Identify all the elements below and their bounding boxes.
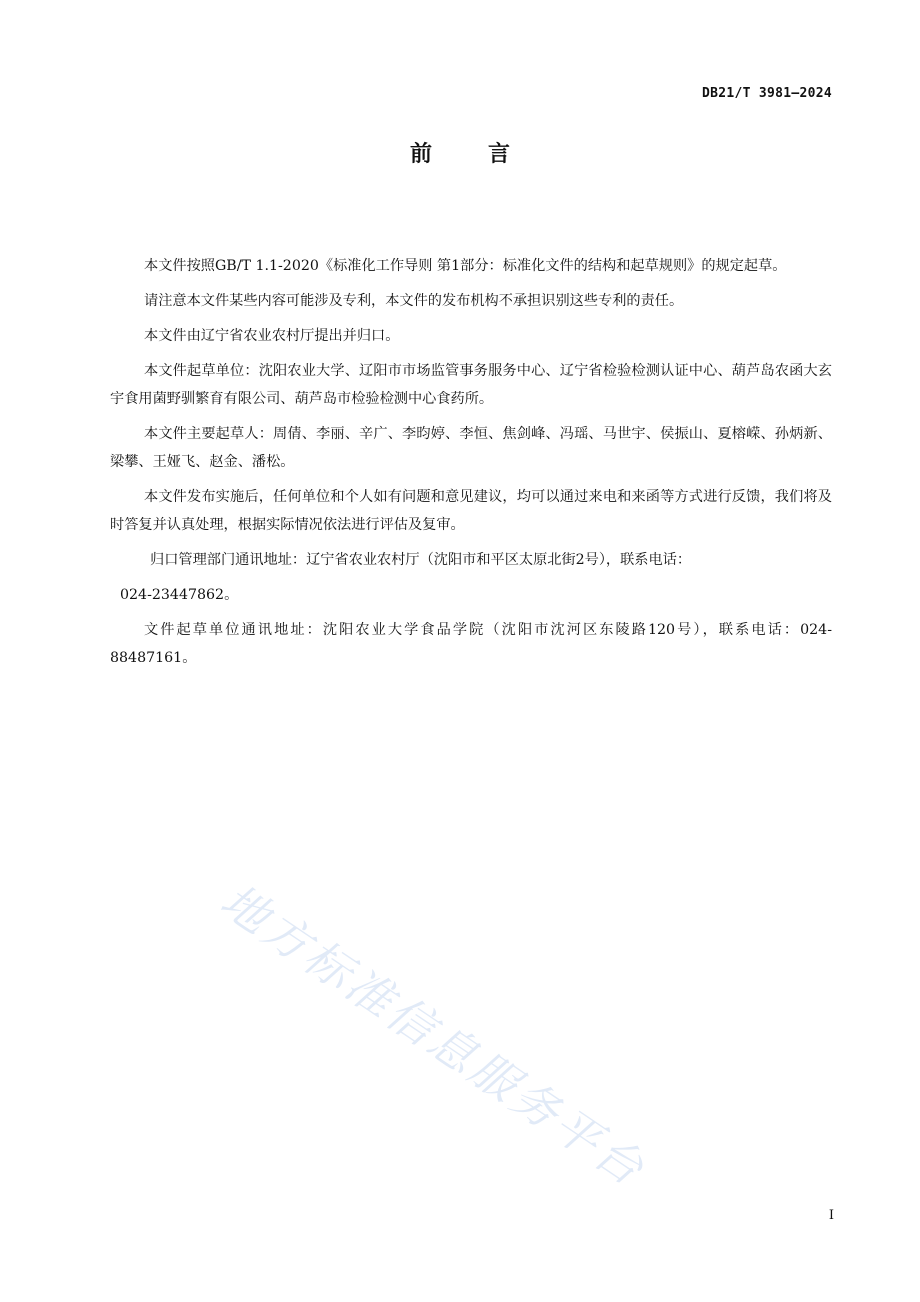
paragraph-proposer: 本文件由辽宁省农业农村厅提出并归口。 — [144, 328, 400, 344]
paragraph-admin-contact: 归口管理部门通讯地址：辽宁省农业农村厅（沈阳市和平区太原北街2号），联系电话： — [150, 552, 692, 568]
page-number: I — [828, 1208, 834, 1223]
paragraph-drafter-contact: 文件起草单位通讯地址：沈阳农业大学食品学院（沈阳市沈河区东陵路120号），联系电话：024-88487161。 — [110, 622, 832, 666]
document-code: DB21/T 3981—2024 — [701, 86, 832, 101]
paragraph-drafting-units: 本文件起草单位：沈阳农业大学、辽阳市市场监管事务服务中心、辽宁省检验检测认证中心、葫芦岛农函大玄宇食用菌野驯繁育有限公司、葫芦岛市检验检测中心食药所。 — [110, 363, 832, 407]
paragraph-drafters: 本文件主要起草人：周倩、李丽、辛广、李昀婷、李恒、焦剑峰、冯瑶、马世宇、侯振山、夏榕嵘、孙炳新、梁攀、王娅飞、赵金、潘松。 — [110, 426, 832, 470]
page-title: 前言 — [409, 142, 566, 167]
paragraph-drafting-rules: 本文件按照GB/T 1.1-2020《标准化工作导则 第1部分：标准化文件的结构和起草规则》的规定起草。 — [144, 258, 787, 274]
admin-contact-phone: 024-23447862。 — [120, 587, 239, 603]
paragraph-patent-notice: 请注意本文件某些内容可能涉及专利，本文件的发布机构不承担识别这些专利的责任。 — [144, 293, 684, 309]
paragraph-feedback: 本文件发布实施后，任何单位和个人如有问题和意见建议，均可以通过来电和来函等方式进行反馈，我们将及时答复并认真处理，根据实际情况依法进行评估及复审。 — [110, 489, 832, 533]
watermark-text: 地方标准信息服务平台 — [211, 873, 656, 1198]
foreword-body — [110, 252, 832, 679]
